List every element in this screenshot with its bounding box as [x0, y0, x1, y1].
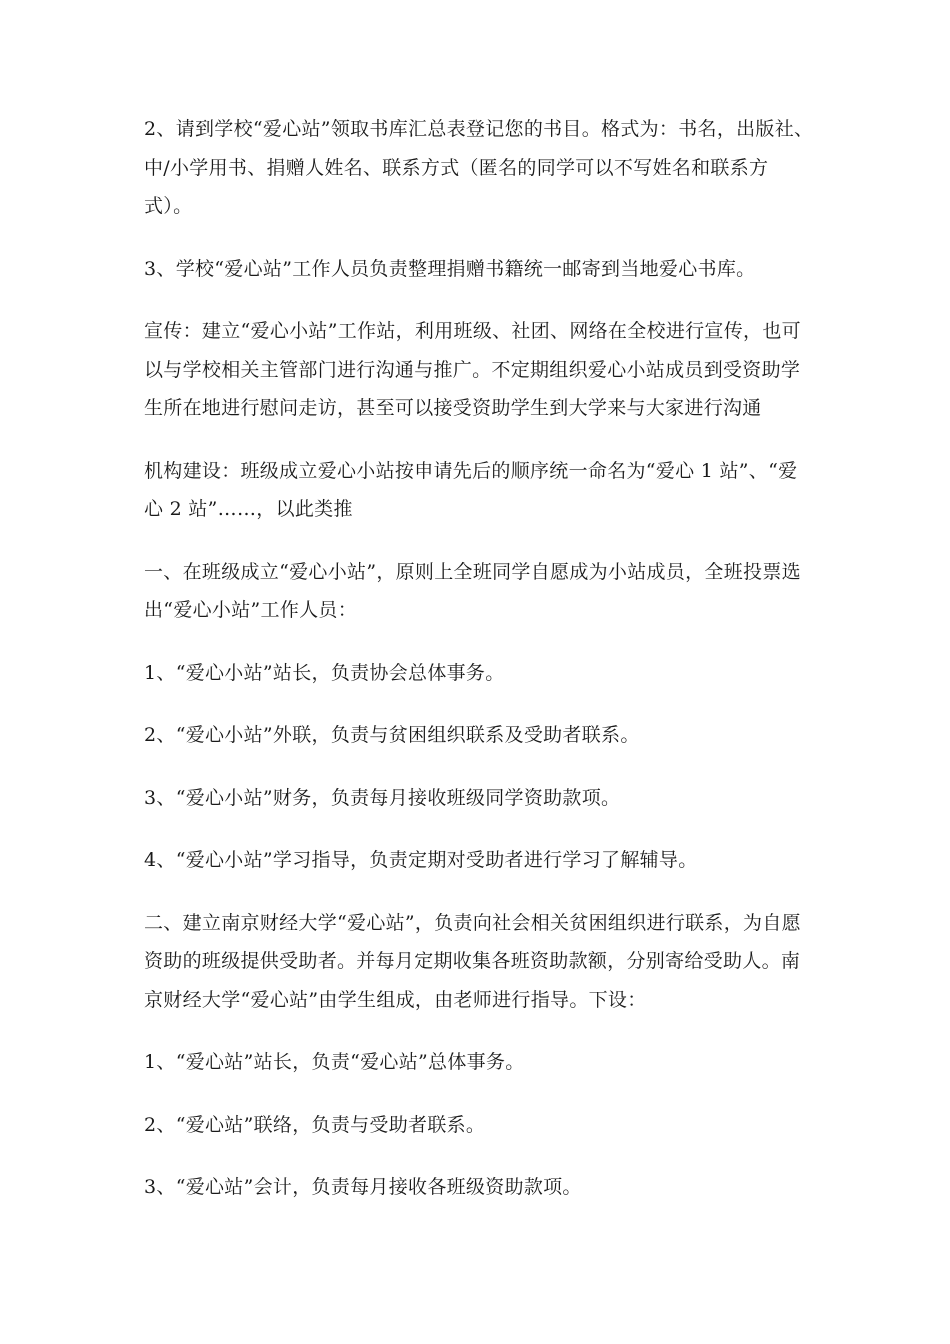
paragraph-university-station: 二、建立南京财经大学“爱心站”，负责向社会相关贫困组织进行联系，为自愿资助的班级提供受助者。并每月定期收集各班资助款额，分别寄给受助人。南京财经大学“爱心站”由学生组成，由老师进行指导。下设：	[144, 911, 801, 1011]
list-item-univ-head: 1、“爱心站”站长，负责“爱心站”总体事务。	[144, 1051, 525, 1073]
paragraph-registration: 2、请到学校“爱心站”领取书库汇总表登记您的书目。格式为：书名，出版社、中/小学用书、捐赠人姓名、联系方式（匿名的同学可以不写姓名和联系方式）。	[144, 118, 814, 217]
paragraph-organization: 机构建设：班级成立爱心小站按申请先后的顺序统一命名为“爱心 1 站”、“爱心 2 站”……，以此类推	[144, 459, 798, 520]
paragraph-class-station: 一、在班级成立“爱心小站”，原则上全班同学自愿成为小站成员，全班投票选出“爱心小站”工作人员：	[144, 560, 801, 621]
paragraph-mailing: 3、学校“爱心站”工作人员负责整理捐赠书籍统一邮寄到当地爱心书库。	[144, 257, 756, 280]
list-item-univ-accounting: 3、“爱心站”会计，负责每月接收各班级资助款项。	[144, 1176, 582, 1198]
list-item-univ-contact: 2、“爱心站”联络，负责与受助者联系。	[144, 1113, 486, 1136]
list-item-station-head: 1、“爱心小站”站长，负责协会总体事务。	[144, 661, 505, 684]
list-item-finance: 3、“爱心小站”财务，负责每月接收班级同学资助款项。	[144, 786, 621, 809]
document-body	[144, 110, 814, 1231]
list-item-liaison: 2、“爱心小站”外联，负责与贫困组织联系及受助者联系。	[144, 724, 640, 746]
list-item-study-guide: 4、“爱心小站”学习指导，负责定期对受助者进行学习了解辅导。	[144, 849, 698, 871]
paragraph-publicity: 宣传：建立“爱心小站”工作站，利用班级、社团、网络在全校进行宣传，也可以与学校相关主管部门进行沟通与推广。不定期组织爱心小站成员到受资助学生所在地进行慰问走访，甚至可以接受资助学生到大学来与大家进行沟通	[144, 320, 801, 419]
